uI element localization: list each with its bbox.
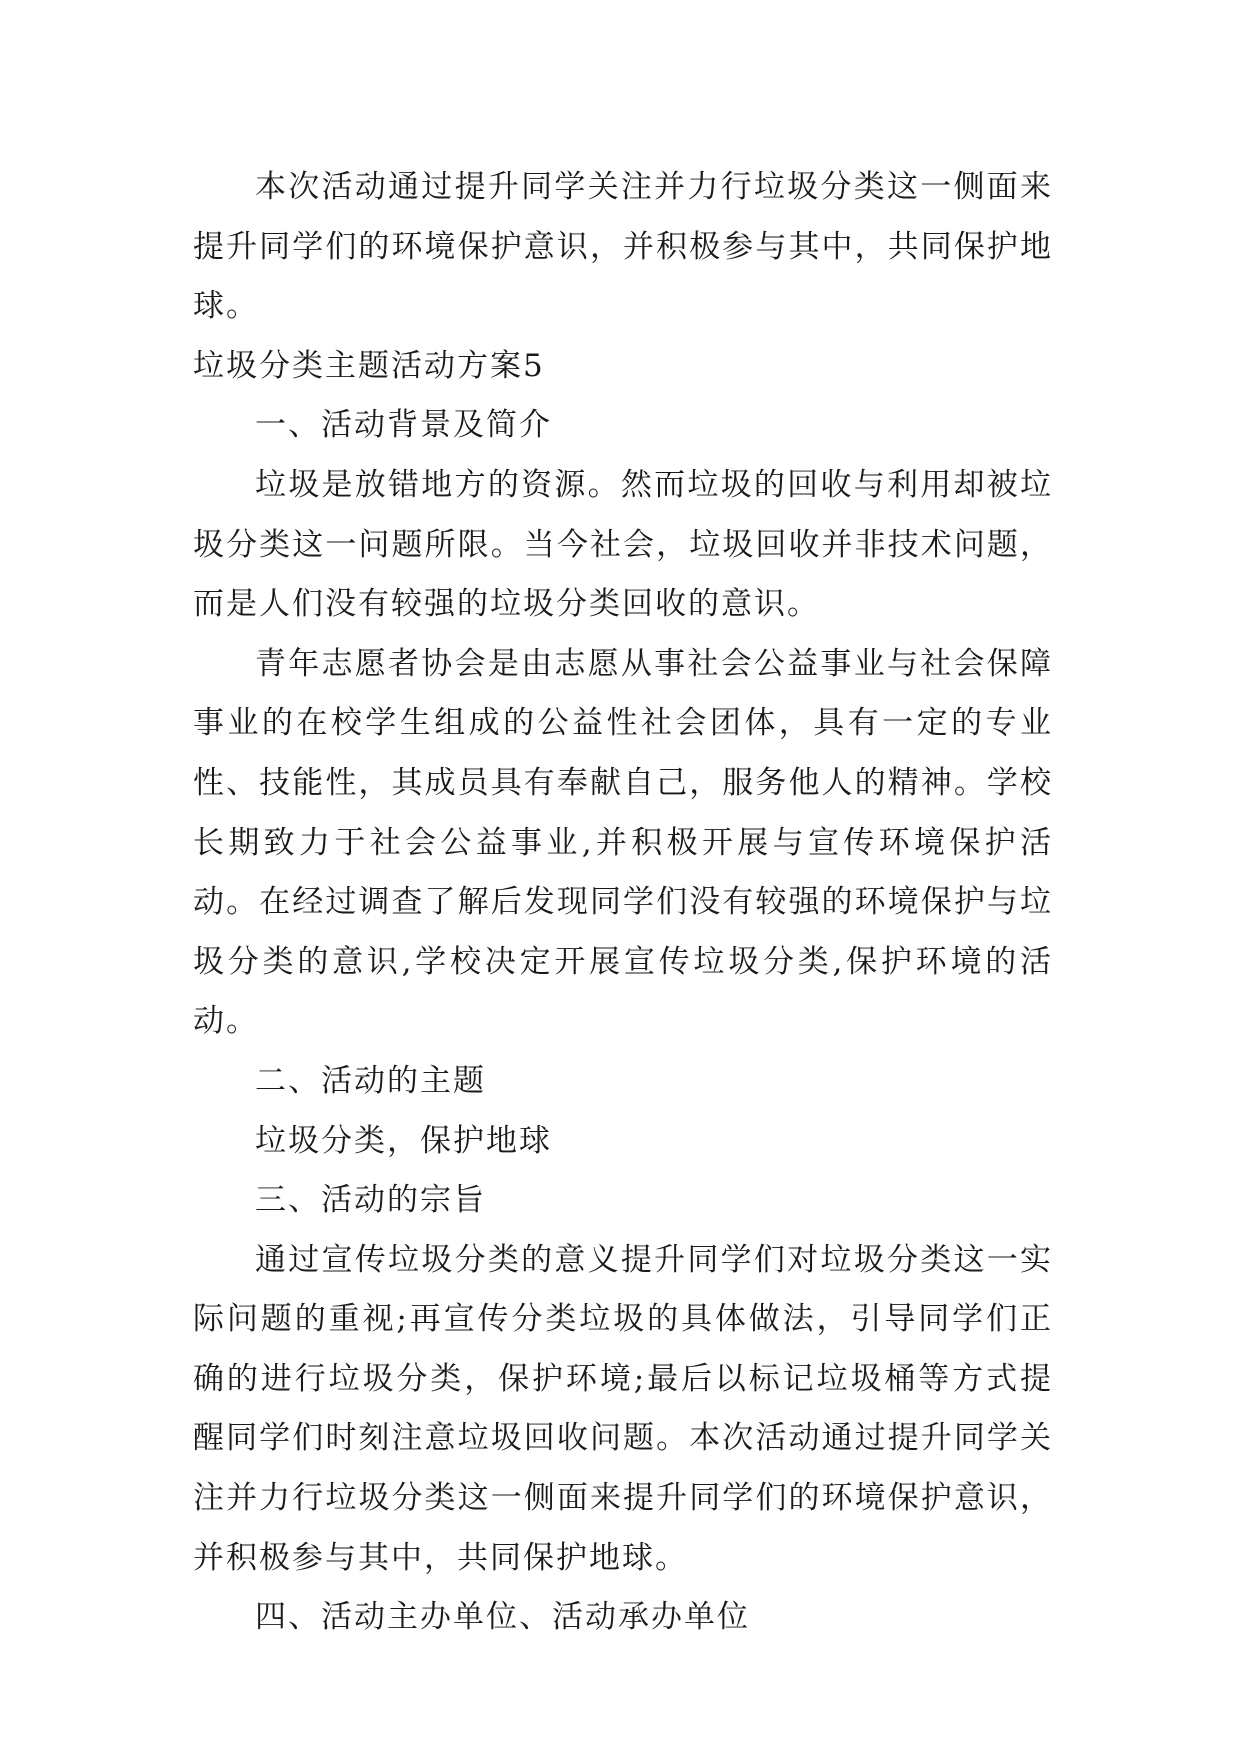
paragraph-purpose: 通过宣传垃圾分类的意义提升同学们对垃圾分类这一实际问题的重视;再宣传分类垃圾的具体做法，引导同学们正确的进行垃圾分类，保护环境;最后以标记垃圾桶等方式提醒同学们时刻注意垃圾回收问题。本次活动通过提升同学关注并力行垃圾分类这一侧面来提升同学们的环境保护意识，并积极参与其中，共同保护地球。 [193, 1241, 1053, 1576]
document-body [193, 158, 1053, 1648]
paragraph-theme: 垃圾分类，保护地球 [255, 1122, 552, 1159]
paragraph-volunteer-association: 青年志愿者协会是由志愿从事社会公益事业与社会保障事业的在校学生组成的公益性社会团体，具有一定的专业性、技能性，其成员具有奉献自己，服务他人的精神。学校长期致力于社会公益事业,并积极开展与宣传环境保护活动。在经过调查了解后发现同学们没有较强的环境保护与垃圾分类的意识,学校决定开展宣传垃圾分类,保护环境的活动。 [193, 645, 1053, 1040]
heading-theme: 二、活动的主题 [255, 1062, 486, 1099]
heading-purpose: 三、活动的宗旨 [255, 1182, 486, 1219]
heading-background: 一、活动背景及简介 [255, 407, 552, 444]
paragraph-closing-summary: 本次活动通过提升同学关注并力行垃圾分类这一侧面来提升同学们的环境保护意识，并积极参与其中，共同保护地球。 [193, 169, 1053, 325]
section-title: 垃圾分类主题活动方案5 [193, 347, 545, 384]
paragraph-background: 垃圾是放错地方的资源。然而垃圾的回收与利用却被垃圾分类这一问题所限。当今社会，垃圾回收并非技术问题，而是人们没有较强的垃圾分类回收的意识。 [193, 466, 1053, 623]
heading-organizers: 四、活动主办单位、活动承办单位 [255, 1599, 750, 1636]
